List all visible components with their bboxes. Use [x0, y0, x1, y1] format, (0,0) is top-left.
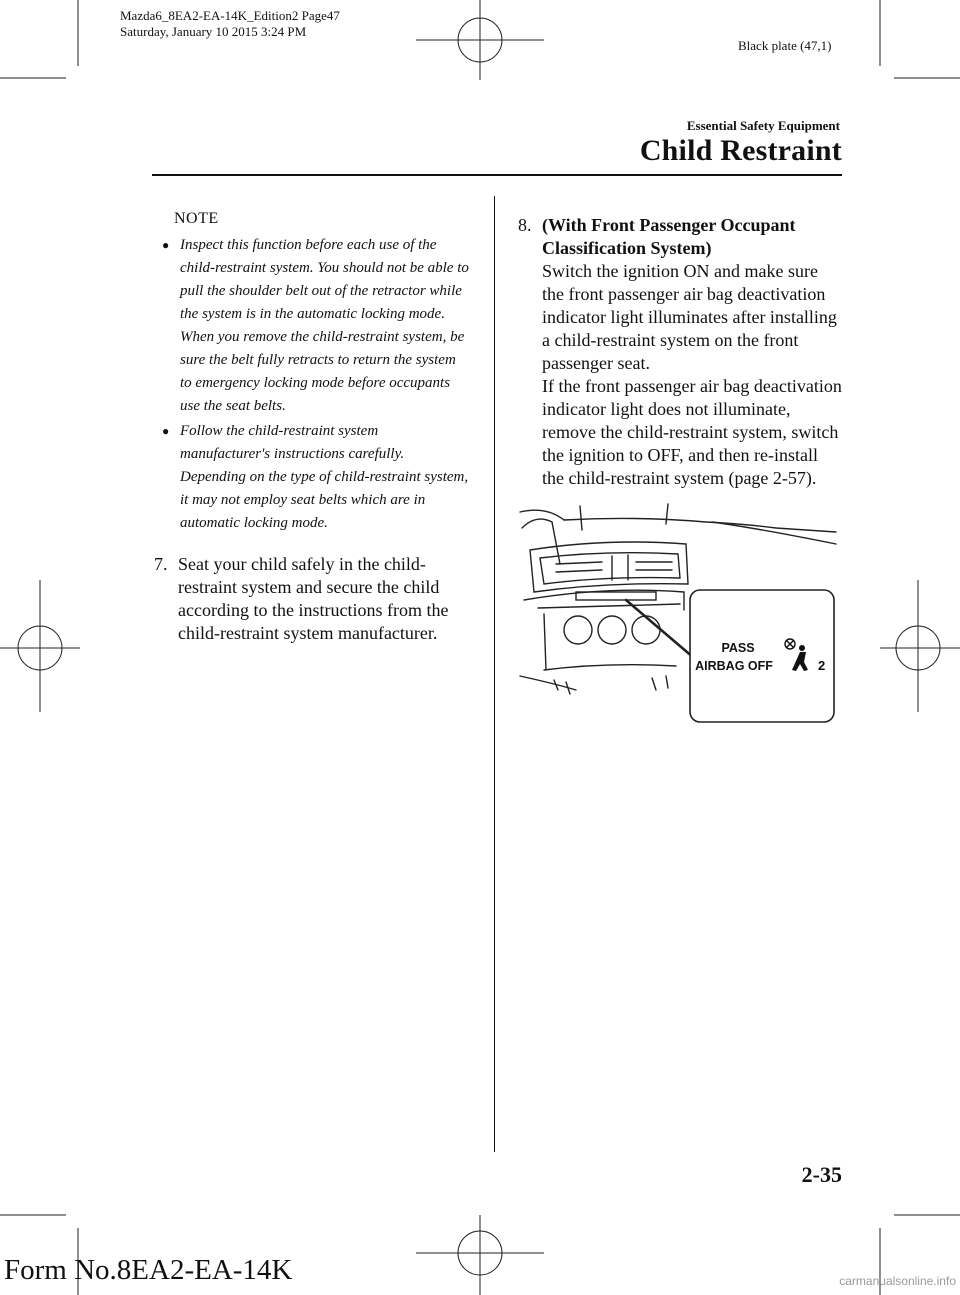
step-text: Seat your child safely in the child-restraint system and secure the child according to the instructions from the child-restraint system manufacturer.: [178, 554, 449, 643]
note-list: [162, 234, 470, 535]
airbag-icon-digit: 2: [818, 658, 826, 673]
file-info-line1: Mazda6_8EA2-EA-14K_Edition2 Page47: [120, 8, 340, 23]
note-item: [162, 234, 470, 418]
section-category: Essential Safety Equipment: [686, 118, 840, 133]
step-number: 7.: [154, 554, 168, 574]
header-rule: [152, 174, 842, 176]
step-8: [518, 214, 844, 490]
dashboard-illustration: [516, 500, 840, 728]
step-text: Switch the ignition ON and make sure the front passenger air bag deactivation indicator light illuminates after installing a child-restraint system on the front passenger seat.: [542, 261, 837, 373]
step-heading: (With Front Passenger Occupant Classification System): [542, 215, 796, 258]
right-column: [518, 214, 844, 490]
step-text-2: If the front passenger air bag deactivation indicator light does not illuminate, remove the child-restraint system, switch the ignition to OFF, and then re-install the child-restraint system (page 2-57).: [542, 376, 842, 488]
form-number: Form No.8EA2-EA-14K: [4, 1254, 293, 1286]
page-number: 2-35: [801, 1162, 842, 1187]
note-item: [162, 420, 470, 535]
indicator-label-pass: PASS: [721, 641, 755, 655]
note-item-text: Inspect this function before each use of the child-restraint system. You should not be able to pull the shoulder belt out of the retractor while the system is in the automatic locking mode. When you remove the child-restraint system, be sure the belt fully retracts to return the system to emergency locking mode before occupants use the seat belts.: [180, 237, 469, 414]
bullet-icon: ●: [162, 424, 170, 438]
watermark: carmanualsonline.info: [839, 1274, 956, 1288]
section-title: Child Restraint: [639, 134, 842, 167]
step-number: 8.: [518, 215, 532, 235]
left-column: [152, 210, 470, 645]
step-7: [154, 553, 472, 645]
note-item-text: Follow the child-restraint system manufacturer's instructions carefully. Depending on the type of child-restraint system, it may not employ seat belts which are in automatic locking mode.: [180, 423, 469, 531]
file-info-line2: Saturday, January 10 2015 3:24 PM: [120, 24, 307, 39]
column-divider: [494, 196, 495, 1152]
bullet-icon: ●: [162, 238, 170, 252]
indicator-label-airbag-off: AIRBAG OFF: [695, 659, 773, 673]
note-title: NOTE: [174, 210, 219, 227]
plate-label: Black plate (47,1): [738, 38, 832, 53]
